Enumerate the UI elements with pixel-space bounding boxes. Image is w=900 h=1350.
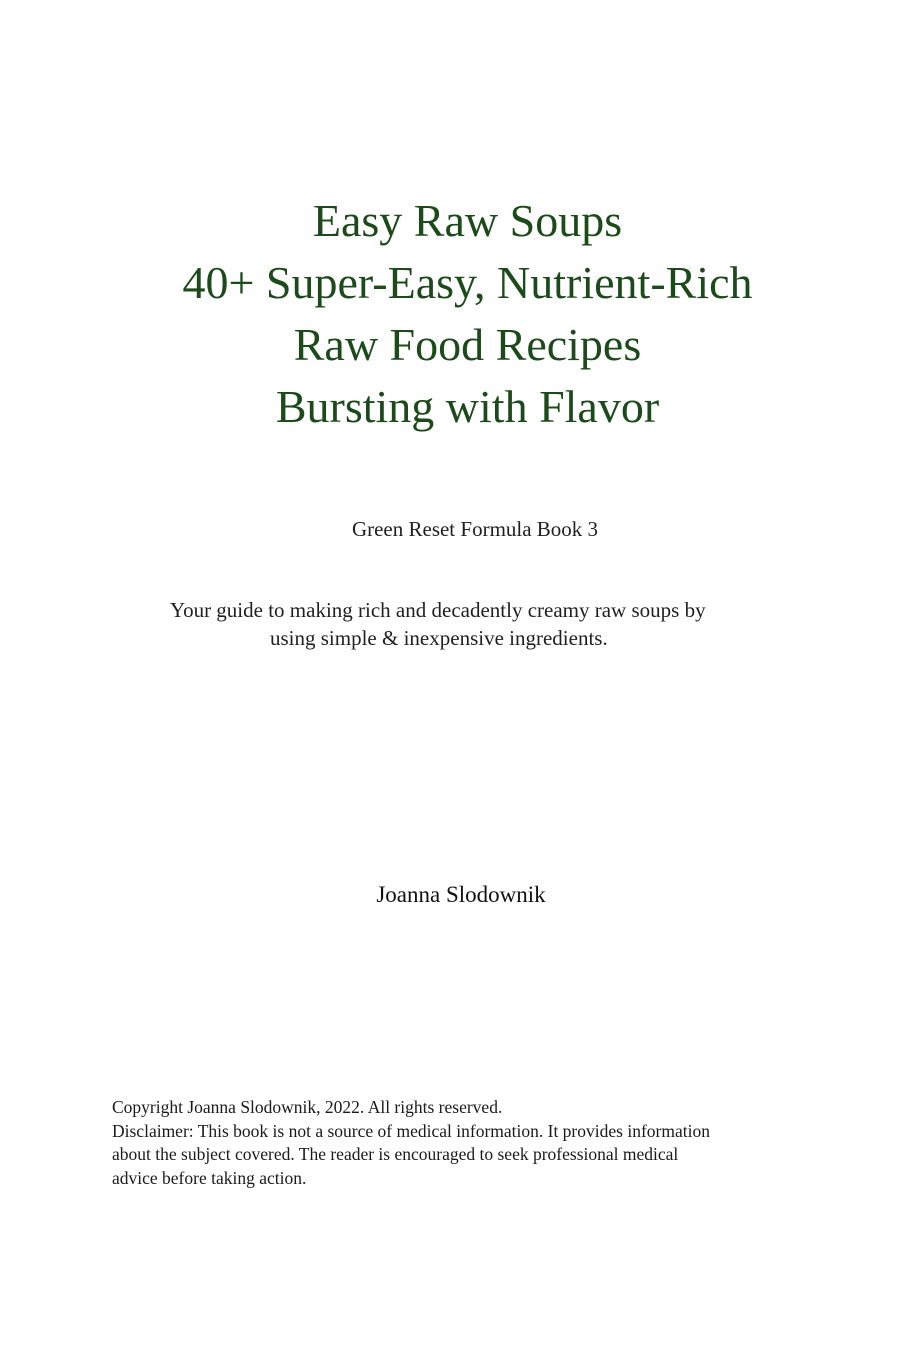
tagline-line-1: Your guide to making rich and decadently creamy raw soups by [170, 598, 706, 622]
title-line-2: 40+ Super-Easy, Nutrient-Rich [182, 257, 753, 308]
disclaimer-line-1: Disclaimer: This book is not a source of medical information. It provides information [112, 1120, 710, 1141]
disclaimer-line-2: about the subject covered. The reader is encouraged to seek professional medical [112, 1144, 679, 1164]
title-line-4: Bursting with Flavor [275, 381, 660, 432]
tagline-line-2: using simple & inexpensive ingredients. [270, 626, 608, 650]
copyright-line: Copyright Joanna Slodownik, 2022. All rights reserved. [112, 1097, 503, 1117]
title-line-3: Raw Food Recipes [293, 319, 642, 370]
book-title [0, 190, 900, 438]
series-name: Green Reset Formula Book 3 [351, 517, 599, 541]
disclaimer-line-3: advice before taking action. [112, 1167, 307, 1188]
title-line-1: Easy Raw Soups [312, 195, 623, 246]
tagline [170, 596, 810, 652]
author-name: Joanna Slodownik [376, 882, 546, 907]
legal-notice [112, 1096, 832, 1190]
